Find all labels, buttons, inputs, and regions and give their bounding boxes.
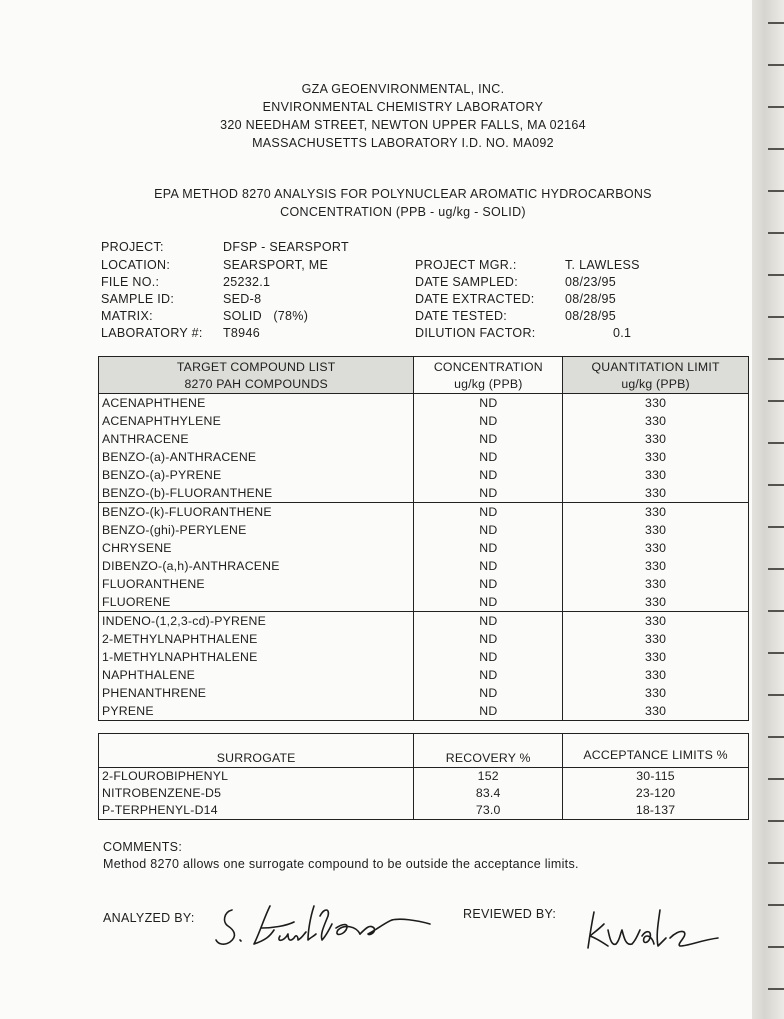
date-extracted-value: 08/28/95 — [565, 292, 617, 306]
compound-quantitation-limit: 330 — [645, 505, 667, 519]
compound-concentration: ND — [414, 557, 563, 575]
surrogate-table-body — [99, 768, 749, 820]
project-mgr-label: PROJECT MGR.: — [415, 258, 517, 272]
binder-ring — [768, 316, 784, 318]
compound-quantitation-limit: 330 — [645, 541, 667, 555]
binder-ring — [768, 484, 784, 486]
compound-name: PYRENE — [99, 702, 414, 721]
compound-name: BENZO-(ghi)-PERYLENE — [99, 521, 414, 539]
binder-ring — [768, 778, 784, 780]
file-no-value: 25232.1 — [223, 275, 271, 289]
header-concentration — [414, 357, 563, 394]
header-target-compound — [99, 357, 414, 394]
compound-name: BENZO-(b)-FLUORANTHENE — [99, 484, 414, 503]
location-value: SEARSPORT, ME — [223, 258, 329, 272]
compound-quantitation-limit: 330 — [645, 559, 667, 573]
compound-row — [99, 684, 749, 702]
binder-ring — [768, 568, 784, 570]
compound-name: FLUORANTHENE — [99, 575, 414, 593]
surrogate-recovery: 73.0 — [414, 802, 563, 820]
compound-row — [99, 484, 749, 503]
comments-label: COMMENTS: — [103, 840, 183, 854]
header-col1-line1: TARGET COMPOUND LIST — [176, 360, 336, 374]
lab-id: MASSACHUSETTS LABORATORY I.D. NO. MA092 — [252, 136, 554, 150]
compound-name: INDENO-(1,2,3-cd)-PYRENE — [99, 612, 414, 631]
laboratory-no-value: T8946 — [223, 326, 260, 340]
binder-ring — [768, 274, 784, 276]
compound-name: 1-METHYLNAPHTHALENE — [99, 648, 414, 666]
compound-concentration: ND — [414, 612, 563, 631]
compound-quantitation-limit: 330 — [645, 614, 667, 628]
surrogate-table-header — [99, 734, 749, 768]
compound-quantitation-limit: 330 — [645, 523, 667, 537]
compound-table-body — [99, 394, 749, 721]
compound-name: BENZO-(a)-PYRENE — [99, 466, 414, 484]
compound-concentration: ND — [414, 575, 563, 593]
compound-row — [99, 521, 749, 539]
surrogate-recovery: 83.4 — [414, 785, 563, 802]
compound-quantitation-limit: 330 — [645, 632, 667, 646]
compound-row — [99, 430, 749, 448]
compound-quantitation-limit: 330 — [645, 650, 667, 664]
surrogate-table — [98, 733, 749, 820]
compound-row — [99, 466, 749, 484]
binder-ring — [768, 610, 784, 612]
project-mgr-value: T. LAWLESS — [565, 258, 640, 272]
compound-concentration: ND — [414, 430, 563, 448]
compound-concentration: ND — [414, 648, 563, 666]
compound-quantitation-limit: 330 — [563, 394, 749, 413]
compound-row — [99, 557, 749, 575]
compound-concentration: ND — [414, 702, 563, 721]
header-acceptance-limits: ACCEPTANCE LIMITS % — [563, 734, 749, 768]
header-col3-line2: ug/kg (PPB) — [621, 377, 690, 391]
compound-name: NAPHTHALENE — [99, 666, 414, 684]
matrix-label: MATRIX: — [101, 309, 153, 323]
compound-row — [99, 503, 749, 522]
file-no-label: FILE NO.: — [101, 275, 160, 289]
compound-quantitation-limit: 330 — [645, 468, 667, 482]
compound-table — [98, 356, 749, 721]
compound-quantitation-limit: 330 — [645, 704, 667, 718]
compound-concentration: ND — [414, 394, 563, 413]
compound-name: FLUORENE — [99, 593, 414, 612]
dilution-factor-label: DILUTION FACTOR: — [415, 326, 536, 340]
compound-row — [99, 630, 749, 648]
compound-concentration: ND — [414, 630, 563, 648]
compound-quantitation-limit: 330 — [563, 484, 749, 503]
compound-concentration: ND — [414, 448, 563, 466]
compound-name: ACENAPHTHENE — [99, 394, 414, 413]
compound-name: PHENANTHRENE — [99, 684, 414, 702]
binder-ring — [768, 190, 784, 192]
matrix-value: SOLID (78%) — [223, 309, 309, 323]
compound-name: DIBENZO-(a,h)-ANTHRACENE — [99, 557, 414, 575]
header-col2-line1: CONCENTRATION — [433, 360, 543, 374]
method-title: EPA METHOD 8270 ANALYSIS FOR POLYNUCLEAR AROMATIC HYDROCARBONS — [154, 187, 652, 201]
date-sampled-label: DATE SAMPLED: — [415, 275, 518, 289]
binder-ring — [768, 148, 784, 150]
surrogate-name: 2-FLOUROBIPHENYL — [99, 768, 414, 786]
project-label: PROJECT: — [101, 240, 164, 254]
compound-concentration: ND — [414, 521, 563, 539]
surrogate-recovery: 152 — [414, 768, 563, 786]
compound-row — [99, 666, 749, 684]
compound-table-header — [99, 357, 749, 394]
compound-row — [99, 612, 749, 631]
compound-name: ANTHRACENE — [99, 430, 414, 448]
compound-name: CHRYSENE — [99, 539, 414, 557]
compound-quantitation-limit: 330 — [645, 686, 667, 700]
surrogate-acceptance-limits: 30-115 — [636, 769, 675, 783]
dilution-factor-value: 0.1 — [613, 326, 632, 340]
analyzed-by-label: ANALYZED BY: — [103, 911, 195, 925]
binder-ring — [768, 904, 784, 906]
lab-name: GZA GEOENVIRONMENTAL, INC. — [301, 82, 505, 96]
date-sampled-value: 08/23/95 — [565, 275, 617, 289]
compound-row — [99, 539, 749, 557]
binder-ring — [768, 736, 784, 738]
surrogate-row — [99, 802, 749, 820]
lab-division: ENVIRONMENTAL CHEMISTRY LABORATORY — [262, 100, 544, 114]
sample-id-value: SED-8 — [223, 292, 262, 306]
surrogate-row — [99, 785, 749, 802]
compound-row — [99, 448, 749, 466]
binder-ring — [768, 442, 784, 444]
binder-ring — [768, 820, 784, 822]
reviewed-by-label: REVIEWED BY: — [463, 907, 557, 921]
header-col1-line2: 8270 PAH COMPOUNDS — [184, 377, 328, 391]
sample-id-label: SAMPLE ID: — [101, 292, 175, 306]
binder-ring — [768, 652, 784, 654]
binder-ring — [768, 526, 784, 528]
date-tested-label: DATE TESTED: — [415, 309, 508, 323]
binder-ring — [768, 22, 784, 24]
compound-row — [99, 412, 749, 430]
compound-row — [99, 702, 749, 721]
compound-row — [99, 648, 749, 666]
compound-concentration: ND — [414, 466, 563, 484]
compound-quantitation-limit: 330 — [645, 577, 667, 591]
laboratory-no-label: LABORATORY #: — [101, 326, 203, 340]
lab-address: 320 NEEDHAM STREET, NEWTON UPPER FALLS, MA 02164 — [220, 118, 586, 132]
compound-row — [99, 593, 749, 612]
compound-concentration: ND — [414, 539, 563, 557]
binder-ring — [768, 64, 784, 66]
analyzed-by-signature — [210, 888, 440, 958]
date-extracted-label: DATE EXTRACTED: — [415, 292, 535, 306]
location-label: LOCATION: — [101, 258, 171, 272]
header-surrogate: SURROGATE — [99, 734, 414, 768]
binder-edge — [752, 0, 784, 1019]
surrogate-row — [99, 768, 749, 786]
binder-ring — [768, 946, 784, 948]
compound-quantitation-limit: 330 — [645, 414, 667, 428]
compound-concentration: ND — [414, 484, 563, 503]
compound-name: BENZO-(k)-FLUORANTHENE — [99, 503, 414, 522]
compound-name: ACENAPHTHYLENE — [99, 412, 414, 430]
compound-quantitation-limit: 330 — [563, 593, 749, 612]
surrogate-acceptance-limits: 23-120 — [635, 786, 676, 800]
surrogate-name: P-TERPHENYL-D14 — [99, 802, 414, 820]
compound-row — [99, 575, 749, 593]
compound-name: BENZO-(a)-ANTHRACENE — [99, 448, 414, 466]
binder-ring — [768, 988, 784, 990]
binder-ring — [768, 232, 784, 234]
binder-ring — [768, 694, 784, 696]
project-value: DFSP - SEARSPORT — [223, 240, 349, 254]
comments-text: Method 8270 allows one surrogate compound to be outside the acceptance limits. — [103, 857, 579, 871]
binder-ring — [768, 400, 784, 402]
binder-ring — [768, 358, 784, 360]
compound-row — [99, 394, 749, 413]
binder-ring — [768, 862, 784, 864]
compound-quantitation-limit: 330 — [645, 450, 667, 464]
compound-name: 2-METHYLNAPHTHALENE — [99, 630, 414, 648]
header-col2-line2: ug/kg (PPB) — [454, 377, 523, 391]
surrogate-name: NITROBENZENE-D5 — [99, 785, 414, 802]
binder-ring — [768, 106, 784, 108]
header-quantitation-limit — [563, 357, 749, 394]
header-col3-line1: QUANTITATION LIMIT — [591, 360, 720, 374]
reviewed-by-signature — [580, 900, 725, 960]
compound-concentration: ND — [414, 666, 563, 684]
concentration-units: CONCENTRATION (PPB - ug/kg - SOLID) — [280, 205, 526, 219]
compound-concentration: ND — [414, 503, 563, 522]
header-recovery: RECOVERY % — [414, 734, 563, 768]
compound-concentration: ND — [414, 412, 563, 430]
date-tested-value: 08/28/95 — [565, 309, 617, 323]
compound-quantitation-limit: 330 — [645, 432, 667, 446]
surrogate-acceptance-limits: 18-137 — [635, 803, 676, 817]
compound-concentration: ND — [414, 684, 563, 702]
compound-concentration: ND — [414, 593, 563, 612]
compound-quantitation-limit: 330 — [645, 668, 667, 682]
